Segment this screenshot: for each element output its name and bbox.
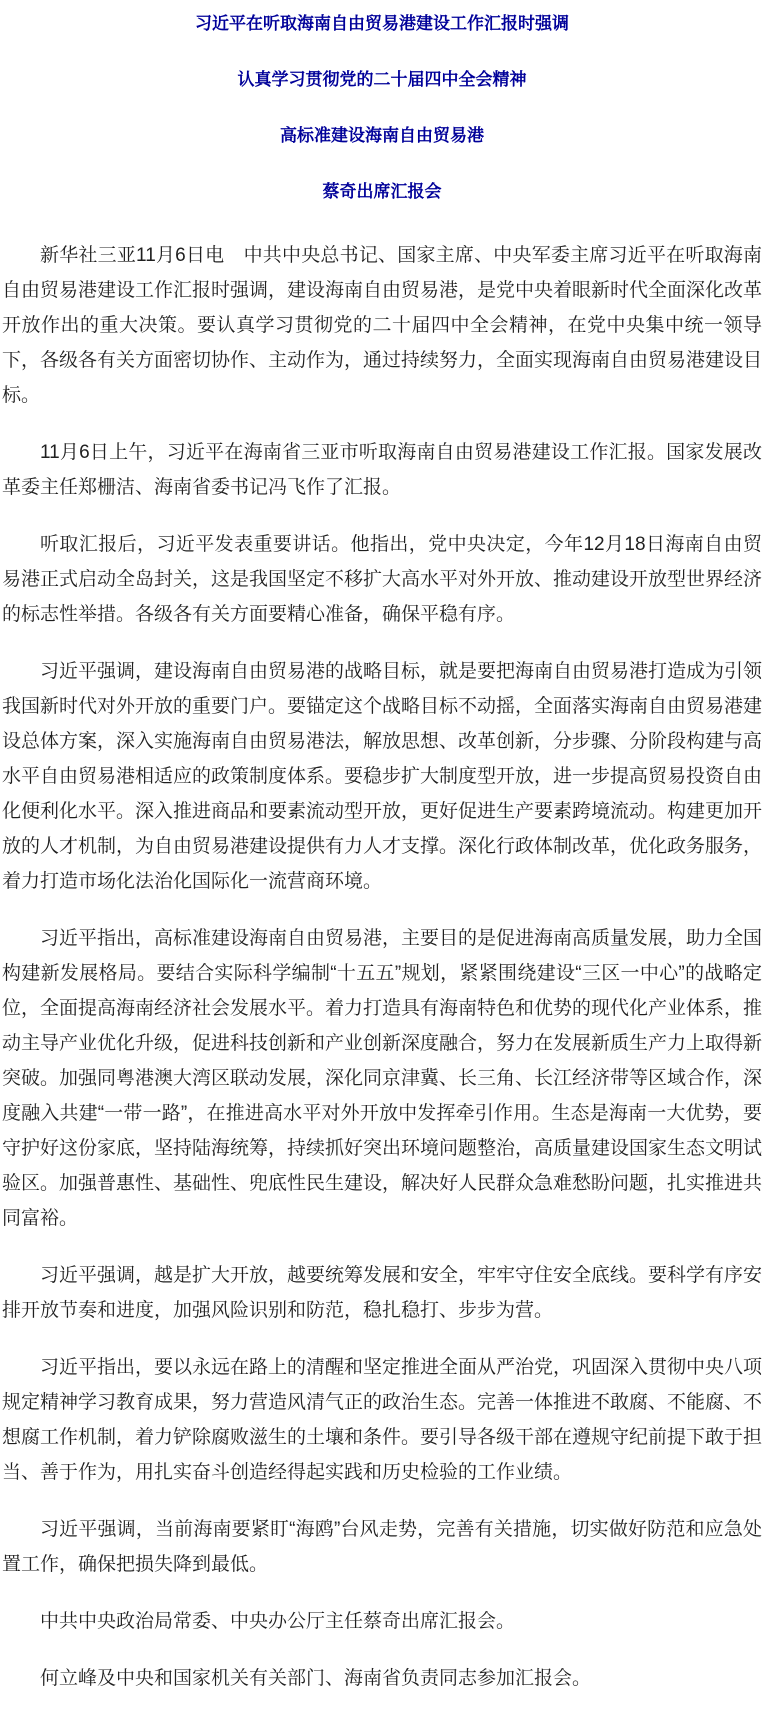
body-paragraph-attendees-others: 何立峰及中央和国家机关有关部门、海南省负责同志参加汇报会。 xyxy=(40,1668,592,1689)
headline-line-3: 高标准建设海南自由贸易港 xyxy=(280,126,484,145)
body-paragraph-strategic-goal: 习近平强调，建设海南自由贸易港的战略目标，就是要把海南自由贸易港打造成为引领我国新时代对外开放的重要门户。要锚定这个战略目标不动摇，全面落实海南自由贸易港建设总体方案，深入实施海南自由贸易港法，解放思想、改革创新，分步骤、分阶段构建与高水平自由贸易港相适应的政策制度体系。要稳步扩大制度型开放，进一步提高贸易投资自由化便利化水平。深入推进商品和要素流动型开放，更好促进生产要素跨境流动。构建更加开放的人才机制，为自由贸易港建设提供有力人才支撑。深化行政体制改革，优化政务服务，着力打造市场化法治化国际化一流营商环境。 xyxy=(2,661,763,892)
body-paragraph-party-governance: 习近平指出，要以永远在路上的清醒和坚定推进全面从严治党，巩固深入贯彻中央八项规定精神学习教育成果，努力营造风清气正的政治生态。完善一体推进不敢腐、不能腐、不想腐工作机制，着力铲除腐败滋生的土壤和条件。要引导各级干部在遵规守纪前提下敢于担当、善于作为，用扎实奋斗创造经得起实践和历史检验的工作业绩。 xyxy=(2,1357,763,1483)
body-paragraph-typhoon: 习近平强调，当前海南要紧盯“海鸥”台风走势，完善有关措施，切实做好防范和应急处置工作，确保把损失降到最低。 xyxy=(2,1519,762,1575)
body-paragraph-briefing: 11月6日上午，习近平在海南省三亚市听取海南自由贸易港建设工作汇报。国家发展改革委主任郑栅洁、海南省委书记冯飞作了汇报。 xyxy=(2,442,762,498)
body-paragraph-speech: 听取汇报后，习近平发表重要讲话。他指出，党中央决定，今年12月18日海南自由贸易港正式启动全岛封关，这是我国坚定不移扩大高水平对外开放、推动建设开放型世界经济的标志性举措。各级各有关方面要精心准备，确保平稳有序。 xyxy=(2,534,763,625)
headline-line-4: 蔡奇出席汇报会 xyxy=(322,182,442,201)
article-header xyxy=(2,12,762,202)
headline-line-2: 认真学习贯彻党的二十届四中全会精神 xyxy=(237,70,527,89)
headline-line-1: 习近平在听取海南自由贸易港建设工作汇报时强调 xyxy=(195,14,569,33)
body-paragraph-high-quality-development: 习近平指出，高标准建设海南自由贸易港，主要目的是促进海南高质量发展，助力全国构建新发展格局。要结合实际科学编制“十五五”规划，紧紧围绕建设“三区一中心”的战略定位，全面提高海南经济社会发展水平。着力打造具有海南特色和优势的现代化产业体系，推动主导产业优化升级，促进科技创新和产业创新深度融合，努力在发展新质生产力上取得新突破。加强同粤港澳大湾区联动发展，深化同京津冀、长三角、长江经济带等区域合作，深度融入共建“一带一路”，在推进高水平对外开放中发挥牵引作用。生态是海南一大优势，要守护好这份家底，坚持陆海统筹，持续抓好突出环境问题整治，高质量建设国家生态文明试验区。加强普惠性、基础性、兜底性民生建设，解决好人民群众急难愁盼问题，扎实推进共同富裕。 xyxy=(2,928,763,1229)
body-paragraph-attendee-caiqi: 中共中央政治局常委、中央办公厅主任蔡奇出席汇报会。 xyxy=(40,1611,516,1632)
article-body xyxy=(2,238,762,1696)
body-paragraph-lead: 新华社三亚11月6日电 中共中央总书记、国家主席、中央军委主席习近平在听取海南自由贸易港建设工作汇报时强调，建设海南自由贸易港，是党中央着眼新时代全面深化改革开放作出的重大决策。要认真学习贯彻党的二十届四中全会精神，在党中央集中统一领导下，各级各有关方面密切协作、主动作为，通过持续努力，全面实现海南自由贸易港建设目标。 xyxy=(2,245,763,406)
body-paragraph-security: 习近平强调，越是扩大开放，越要统筹发展和安全，牢牢守住安全底线。要科学有序安排开放节奏和进度，加强风险识别和防范，稳扎稳打、步步为营。 xyxy=(2,1265,763,1321)
